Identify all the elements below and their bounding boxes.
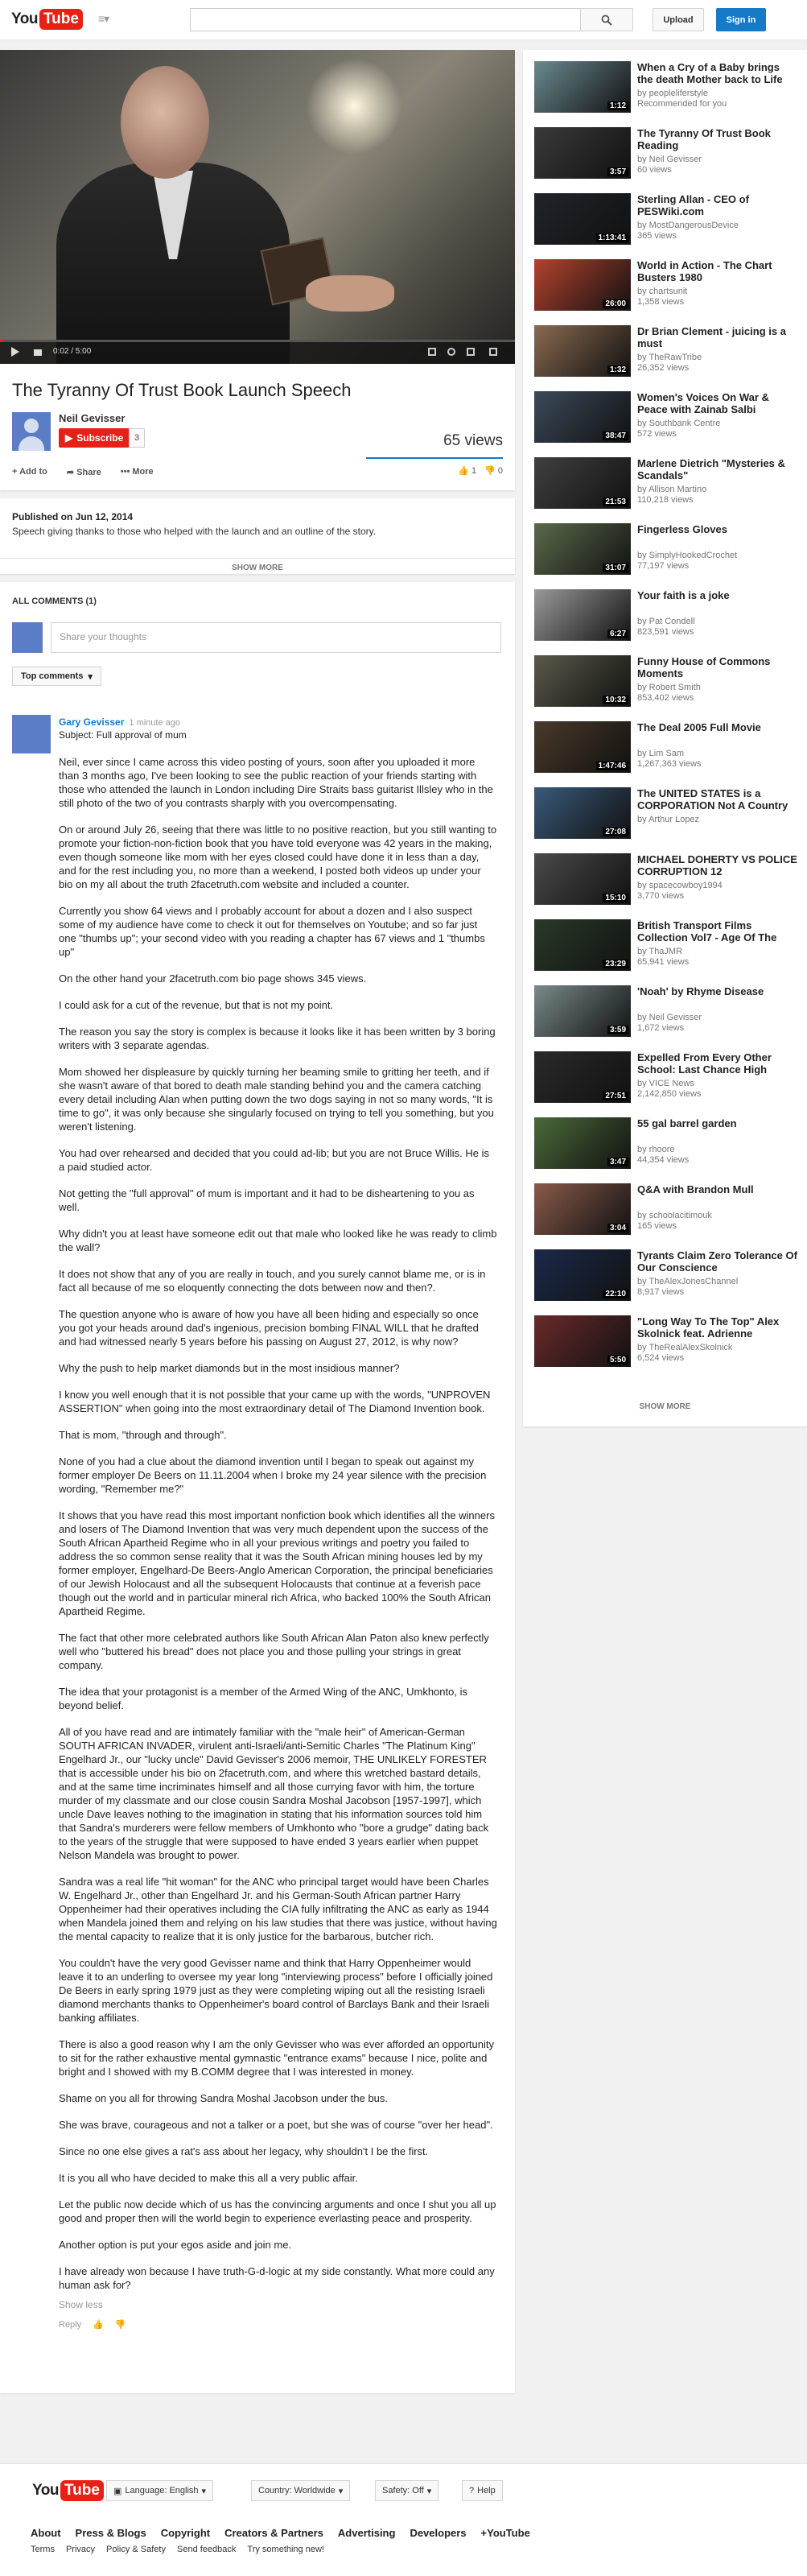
related-video-views: 65,941 views xyxy=(637,957,690,967)
related-video-channel: by rhoore xyxy=(637,1145,675,1154)
related-video-item[interactable] xyxy=(534,391,800,443)
comment-paragraph: I could ask for a cut of the revenue, but that is not my point. xyxy=(59,999,334,1011)
comment-input[interactable]: Share your thoughts xyxy=(51,622,501,653)
chevron-down-icon: ▾ xyxy=(426,2486,432,2496)
comment-author[interactable]: Gary Gevisser xyxy=(59,716,125,728)
related-video-title[interactable]: Fingerless Gloves xyxy=(637,523,727,535)
related-video-channel: by TheRawTribe xyxy=(637,353,702,362)
duration-badge: 26:00 xyxy=(603,299,628,308)
duration-badge: 3:47 xyxy=(607,1158,628,1166)
comment-paragraph: Why the push to help market diamonds but in the most insidious manner? xyxy=(59,1362,400,1374)
related-video-channel: by Pat Condell xyxy=(637,617,695,626)
comment-paragraph: Currently you show 64 views and I probably account for about a dozen and I also suspect some of my audience have come to check it out for themselves on Youtube; and so far just one "thumbs up"; your second video with you reading a chapter has 67 views and 1 "thumbs up" xyxy=(59,905,485,958)
related-video-views: 823,591 views xyxy=(637,627,694,637)
comment-paragraph: Since no one else gives a rat's ass about her legacy, why shouldn't I be the first. xyxy=(59,2145,429,2157)
comment-paragraph: I know you well enough that it is not possible that your came up with the words, "UNPROVEN ASSERTION" when going into the most extraordinary detail of The Diamond Invention book. xyxy=(59,1389,491,1414)
related-video-channel: by SimplyHookedCrochet xyxy=(637,551,738,560)
related-video-item[interactable] xyxy=(534,127,800,179)
chevron-down-icon: ▾ xyxy=(201,2486,207,2496)
duration-badge: 1:47:46 xyxy=(596,762,628,770)
duration-badge: 1:12 xyxy=(607,101,628,110)
guide-menu-icon[interactable]: ≡▾ xyxy=(98,12,109,25)
comment-time: 1 minute ago xyxy=(129,718,181,728)
related-video-item[interactable] xyxy=(534,919,800,971)
comment-paragraph: Mom showed her displeasure by quickly turning her beaming smile to gritting her teeth, and if she wasn't aware of that bored to death male standing behind you and the camera catching every detail including Alan when putting down the two dogs saying in not so many words, "It is time to go", it was only because she singularly focused on trying to tell you something, but you weren't listening. xyxy=(59,1066,494,1133)
related-video-item[interactable] xyxy=(534,787,800,839)
share-button[interactable]: ➦ Share xyxy=(66,468,101,477)
duration-badge: 3:59 xyxy=(607,1026,628,1034)
related-video-views: Recommended for you xyxy=(637,99,727,109)
video-thumbnail[interactable] xyxy=(534,919,631,971)
footer-link[interactable]: Policy & Safety xyxy=(106,2545,166,2554)
related-video-channel: by TheRealAlexSkolnick xyxy=(637,1343,733,1352)
progress-bar[interactable] xyxy=(0,340,515,342)
duration-badge: 21:53 xyxy=(603,497,628,506)
related-video-title[interactable]: Women's Voices On War & Peace with Zainab Salbi xyxy=(637,391,769,415)
comment-paragraph: The question anyone who is aware of how you have all been hiding and especially so once you got your heads around dad's ingenious, precision bombing FINAL WILL that he drafted and had witnessed nearly 5 years before his passing on August 27, 2012, is why now? xyxy=(59,1308,479,1348)
duration-badge: 15:10 xyxy=(603,894,628,902)
video-thumbnail[interactable] xyxy=(534,523,631,575)
settings-icon[interactable] xyxy=(447,348,455,356)
related-video-title[interactable]: World in Action - The Chart Busters 1980 xyxy=(637,259,772,283)
related-video-item[interactable] xyxy=(534,1051,800,1103)
related-video-channel: by Southbank Centre xyxy=(637,419,721,428)
related-video-item[interactable] xyxy=(534,655,800,707)
related-video-title[interactable]: The UNITED STATES is a CORPORATION Not A Country xyxy=(637,787,788,811)
related-video-title[interactable]: Tyrants Claim Zero Tolerance Of Our Conscience xyxy=(637,1249,797,1274)
related-video-title[interactable]: Expelled From Every Other School: Last Chance High xyxy=(637,1051,772,1075)
footer-link[interactable]: Creators & Partners xyxy=(224,2527,323,2539)
view-count: 65 views xyxy=(443,432,503,449)
footer-link[interactable]: Press & Blogs xyxy=(75,2527,146,2539)
related-video-item[interactable] xyxy=(534,457,800,509)
related-video-item[interactable] xyxy=(534,1183,800,1235)
video-thumbnail[interactable] xyxy=(534,721,631,773)
video-thumbnail[interactable] xyxy=(534,325,631,377)
related-video-channel: by VICE News xyxy=(637,1079,694,1088)
video-thumbnail[interactable] xyxy=(534,127,631,179)
country-selector[interactable]: Country: Worldwide ▾ xyxy=(251,2480,350,2501)
related-video-item[interactable] xyxy=(534,1249,800,1301)
add-to-button[interactable]: + Add to xyxy=(12,467,47,477)
like-button[interactable]: 👍 1 xyxy=(458,466,477,476)
thumbs-up-icon[interactable]: 👍 xyxy=(93,2320,104,2330)
comment-paragraph: You couldn't have the very good Gevisser name and think that Harry Oppenheimer would leave it to an underling to oversee my year long "interviewing process" before I officially joined De Beers in early spring 1979 just as they were completing wiping out all the resisting Israeli diamond merchants thanks to Oppenheimer's board control of Barclays Bank and their Israeli banking affiliates. xyxy=(59,1957,493,2024)
comment-paragraph: She was brave, courageous and not a talker or a poet, but she was of course "over her head". xyxy=(59,2119,493,2131)
comment-paragraph: On or around July 26, seeing that there was little to no positive reaction, but you still wanting to promote your fiction-non-fiction book that you have told everyone was 42 years in the making, even though someone like mom with her eyes closed could have done it in less than a day, and for the rest including you, no more than a weekend, I posted both videos up under your bio on my all about the truth 2facetruth.com website and included a counter. xyxy=(59,824,497,890)
language-selector[interactable]: ▣ Language: English ▾ xyxy=(106,2480,213,2501)
search-button[interactable] xyxy=(580,8,633,31)
search-icon xyxy=(601,14,612,26)
related-video-views: 8,917 views xyxy=(637,1287,685,1297)
video-thumbnail[interactable] xyxy=(534,1249,631,1301)
video-thumbnail[interactable] xyxy=(534,655,631,707)
comment-paragraph: It is you all who have decided to make this all a very public affair. xyxy=(59,2172,358,2184)
footer-link[interactable]: Advertising xyxy=(337,2527,396,2539)
description-text: Speech giving thanks to those who helped with the launch and an outline of the story. xyxy=(12,526,377,537)
video-thumbnail[interactable] xyxy=(534,1315,631,1367)
duration-badge: 3:57 xyxy=(607,167,628,176)
youtube-play-icon: ▶ xyxy=(65,432,73,444)
related-video-title[interactable]: MICHAEL DOHERTY VS POLICE CORRUPTION 12 xyxy=(637,853,797,877)
related-video-channel: by schoolacitimouk xyxy=(637,1211,712,1220)
time-display: 0:02 / 5:00 xyxy=(53,347,92,356)
related-video-channel: by spacecowboy1994 xyxy=(637,881,723,890)
plus-icon: + xyxy=(12,467,20,477)
footer-link[interactable]: Developers xyxy=(410,2527,467,2539)
comment-paragraph: Not getting the "full approval" of mum is important and it had to be disheartening to you as well. xyxy=(59,1187,475,1213)
related-video-views: 26,352 views xyxy=(637,363,690,373)
footer xyxy=(0,2463,807,2576)
related-video-views: 77,197 views xyxy=(637,561,690,571)
subscriber-count: 3 xyxy=(129,428,145,448)
sign-in-button[interactable]: Sign in xyxy=(716,8,766,31)
related-video-title[interactable]: The Deal 2005 Full Movie xyxy=(637,721,761,733)
comment-paragraph: The idea that your protagonist is a member of the Armed Wing of the ANC, Umkhonto, is beyond belief. xyxy=(59,1686,467,1711)
video-thumbnail[interactable] xyxy=(534,391,631,443)
channel-avatar[interactable] xyxy=(12,412,51,451)
related-video-views: 6,524 views xyxy=(637,1353,685,1363)
duration-badge: 1:13:41 xyxy=(596,233,628,242)
masthead xyxy=(0,0,807,40)
related-video-views: 1,672 views xyxy=(637,1023,685,1033)
video-thumbnail[interactable] xyxy=(534,1051,631,1103)
video-thumbnail[interactable] xyxy=(534,193,631,245)
comment-paragraph: None of you had a clue about the diamond invention until I began to speak out against my former employer De Beers on 11.11.2004 when I broke my 24 year silence with the precision wording, "Remember me?" xyxy=(59,1455,487,1495)
comments-section xyxy=(0,582,515,2393)
chevron-down-icon: ▾ xyxy=(88,671,93,682)
video-player[interactable] xyxy=(0,50,515,364)
related-video-item[interactable] xyxy=(534,193,800,245)
video-thumbnail[interactable] xyxy=(534,853,631,905)
comment-body xyxy=(59,755,497,2332)
youtube-logo[interactable]: You Tube xyxy=(11,8,83,31)
duration-badge: 1:32 xyxy=(607,365,628,374)
footer-link[interactable]: Try something new! xyxy=(247,2545,324,2554)
related-video-channel: by peopleliferstyle xyxy=(637,89,709,98)
related-video-item[interactable] xyxy=(534,853,800,905)
publish-date: Published on Jun 12, 2014 xyxy=(12,511,134,522)
safety-selector[interactable]: Safety: Off ▾ xyxy=(375,2480,438,2501)
video-thumbnail[interactable] xyxy=(534,457,631,509)
duration-badge: 22:10 xyxy=(603,1290,628,1298)
comment-paragraph: It shows that you have read this most important nonfiction book which identifies all the winners and losers of The Diamond Invention that was very much dependent upon the success of the South African Apartheid Regime who in all your previous writings and poetry you failed to address the so common sense reality that it was the South African mining houses led by my former employer, Engelhard-De Beers-Anglo American Corporation, the principal beneficiaries of our Jewish Holocaust and all the subsequent Holocausts that continue at a feverish pace though out the world and in particular mineral rich Africa, who backed 100% the South African Apartheid Regime. xyxy=(59,1509,495,1617)
fullscreen-icon[interactable] xyxy=(489,348,497,356)
sort-dropdown[interactable]: Top comments ▾ xyxy=(12,667,101,686)
comment-paragraph: I have already won because I have truth-G-d-logic at my side constantly. What more could any human ask for? xyxy=(59,2265,495,2291)
comment-paragraph: Shame on you all for throwing Sandra Moshal Jacobson under the bus. xyxy=(59,2092,389,2104)
thumbs-down-icon: 👎 xyxy=(484,466,496,476)
more-button[interactable]: ••• More xyxy=(120,467,154,477)
related-video-title[interactable]: Sterling Allan - CEO of PESWiki.com xyxy=(637,193,749,217)
related-video-item[interactable] xyxy=(534,589,800,641)
volume-icon[interactable] xyxy=(34,349,42,356)
related-video-channel: by Arthur Lopez xyxy=(637,815,700,824)
related-video-channel: by Neil Gevisser xyxy=(637,1013,702,1022)
related-video-title[interactable]: The Tyranny Of Trust Book Reading xyxy=(637,127,771,151)
video-thumbnail[interactable] xyxy=(534,589,631,641)
related-video-channel: by Allison Martino xyxy=(637,485,707,494)
subscribe-button[interactable]: ▶ Subscribe xyxy=(59,428,130,448)
related-video-views: 572 views xyxy=(637,429,677,439)
comment-paragraph: Why didn't you at least have someone edit out that male who looked like he was ready to climb the wall? xyxy=(59,1228,497,1253)
search-input[interactable] xyxy=(190,8,581,31)
help-icon: ? xyxy=(469,2486,475,2496)
related-video-title[interactable]: Dr Brian Clement - juicing is a must xyxy=(637,325,786,349)
reply-link[interactable]: Reply xyxy=(59,2320,82,2330)
duration-badge: 27:08 xyxy=(603,828,628,836)
related-video-views: 1,267,363 views xyxy=(637,759,702,769)
duration-badge: 10:32 xyxy=(603,696,628,704)
duration-badge: 6:27 xyxy=(607,630,628,638)
related-video-views: 60 views xyxy=(637,165,672,175)
related-videos xyxy=(523,50,807,1426)
comment-paragraph: Neil, ever since I came across this video posting of yours, soon after you uploaded it more than 3 months ago, I've been looking to see the public reaction of your friends starting with those who attended the launch in London including Dire Straits bass guitarist Illsley who in the still photo of the two of you contrasts sharply with you overcompensating. xyxy=(59,756,493,809)
related-video-item[interactable] xyxy=(534,985,800,1037)
thumbs-down-icon[interactable]: 👎 xyxy=(114,2320,126,2330)
comment-paragraph: Sandra was a real life "hit woman" for the ANC who principal target would have been Charles W. Engelhard Jr., other than Engelhard Jr. and his German-South African partner Harry Oppenheimer had their operatives including the CIA fully infiltrating the ANC as early as 1944 when Mandela joined them and relying on his law studies that there was justice, without having the mental capacity to realize that it is only justice for the barbarous, butcher rich. xyxy=(59,1876,497,1942)
avatar xyxy=(12,622,43,653)
commenter-avatar[interactable] xyxy=(12,715,51,753)
more-icon: ••• xyxy=(120,467,133,477)
video-thumbnail[interactable] xyxy=(534,1117,631,1169)
related-video-title[interactable]: Q&A with Brandon Mull xyxy=(637,1183,754,1195)
comment-paragraph: On the other hand your 2facetruth.com bio page shows 345 views. xyxy=(59,972,367,985)
comments-header: ALL COMMENTS (1) xyxy=(12,597,97,606)
related-video-title[interactable]: When a Cry of a Baby brings the death Mother back to Life xyxy=(637,61,783,85)
related-video-views: 44,354 views xyxy=(637,1155,690,1165)
related-video-views: 165 views xyxy=(637,1221,677,1231)
related-video-item[interactable] xyxy=(534,1315,800,1367)
related-video-item[interactable] xyxy=(534,61,800,113)
related-video-title[interactable]: Your faith is a joke xyxy=(637,589,730,601)
related-video-views: 110,218 views xyxy=(637,495,694,505)
comment-subject: Subject: Full approval of mum xyxy=(59,729,187,741)
related-video-item[interactable] xyxy=(534,325,800,377)
related-video-channel: by Lim Sam xyxy=(637,749,685,758)
comment-paragraph: That is mom, "through and through". xyxy=(59,1429,227,1441)
related-video-views: 2,142,850 views xyxy=(637,1089,702,1099)
related-video-views: 365 views xyxy=(637,231,677,241)
related-video-views: 853,402 views xyxy=(637,693,694,703)
comment-paragraph: Let the public now decide which of us has the convincing arguments and once I shut you all up good and proper then will the world begin to experience everlasting peace and prosperity. xyxy=(59,2198,496,2224)
footer-link[interactable]: +YouTube xyxy=(480,2527,530,2539)
related-video-channel: by chartsunit xyxy=(637,287,688,296)
footer-link[interactable]: Copyright xyxy=(160,2527,211,2539)
comment-paragraph: Another option is put your egos aside and join me. xyxy=(59,2239,292,2251)
dislike-button[interactable]: 👎 0 xyxy=(484,466,503,476)
footer-link[interactable]: About xyxy=(31,2527,61,2539)
duration-badge: 3:04 xyxy=(607,1224,628,1232)
video-thumbnail[interactable] xyxy=(534,259,631,311)
comment-paragraph: It does not show that any of you are really in touch, and you surely cannot blame me, or is in fact all because of me so eloquently connecting the dots between now and then?. xyxy=(59,1268,486,1294)
related-video-views: 1,358 views xyxy=(637,297,685,307)
related-video-channel: by Neil Gevisser xyxy=(637,155,702,164)
related-video-item[interactable] xyxy=(534,259,800,311)
theater-icon[interactable] xyxy=(467,348,475,356)
related-video-channel: by ThaJMR xyxy=(637,947,683,956)
related-video-title[interactable]: British Transport Films Collection Vol7 - Age Of The xyxy=(637,919,777,943)
language-icon: ▣ xyxy=(113,2486,122,2496)
related-video-item[interactable] xyxy=(534,523,800,575)
help-button[interactable]: ? Help xyxy=(462,2480,503,2501)
comment-paragraph: The reason you say the story is complex is because it looks like it has been written by 3 boring writers with 3 separate agendas. xyxy=(59,1026,496,1051)
related-video-channel: by MostDangerousDevice xyxy=(637,221,739,230)
upload-button[interactable]: Upload xyxy=(653,8,704,31)
video-thumbnail[interactable] xyxy=(534,61,631,113)
duration-badge: 5:50 xyxy=(607,1356,628,1364)
play-icon[interactable] xyxy=(11,347,19,357)
footer-link[interactable]: Send feedback xyxy=(177,2545,237,2554)
comment-paragraph: All of you have read and are intimately familiar with the "male heir" of American-German SOUTH AFRICAN INVADER, virulent anti-Israeli/anti-Semitic Charles "The Platinum King" Engelhard Jr., our "lucky uncle" David Gevisser's 2006 memoir, THE UNLIKELY FORESTER that is accessible under his bio on 2facetruth.com, and where this wretched bastard details, and at the same time incriminates himself and all those currying favor with him, the torture murder of my classmate and our close cousin Sandra Moshal Jacobson [1957-1997], which uncle Dave leaves nothing to the imagination in stating that his information sources told him that Sandra's murderers were fellow members of Umkhonto who "bore a grudge" dating back to the years of the struggle that were supposed to have ended 3 years earlier when puppet Nelson Mandela was brought to power. xyxy=(59,1726,489,1861)
video-info xyxy=(0,364,515,490)
video-thumbnail[interactable] xyxy=(534,787,631,839)
related-video-title[interactable]: "Long Way To The Top" Alex Skolnick feat. Adrienne xyxy=(637,1315,780,1340)
related-video-title[interactable]: 55 gal barrel garden xyxy=(637,1117,737,1129)
video-thumbnail[interactable] xyxy=(534,1183,631,1235)
video-thumbnail[interactable] xyxy=(534,985,631,1037)
comment-paragraph: You had over rehearsed and decided that you could ad-lib; but you are not Bruce Willis. He is a paid studied actor. xyxy=(59,1147,490,1173)
related-video-channel: by TheAlexJonesChannel xyxy=(637,1277,739,1286)
related-video-title[interactable]: Marlene Dietrich "Mysteries & Scandals" xyxy=(637,457,785,481)
player-controls xyxy=(0,340,515,364)
captions-icon[interactable] xyxy=(428,348,436,356)
duration-badge: 38:47 xyxy=(603,431,628,440)
share-icon: ➦ xyxy=(66,468,77,477)
related-video-title[interactable]: 'Noah' by Rhyme Disease xyxy=(637,985,764,997)
comment-paragraph: The fact that other more celebrated authors like South African Alan Paton also knew perfectly well who "buttered his bread" does not place you and those pulling your strings in great company. xyxy=(59,1632,489,1671)
channel-name[interactable]: Neil Gevisser xyxy=(59,412,126,424)
duration-badge: 31:07 xyxy=(603,564,628,572)
show-less-link[interactable]: Show less xyxy=(59,2299,103,2310)
video-title: The Tyranny Of Trust Book Launch Speech xyxy=(12,380,352,400)
duration-badge: 27:51 xyxy=(603,1092,628,1100)
comment-paragraph: There is also a good reason why I am the only Gevisser who was ever afforded an opportunity to sit for the rather exhaustive mental gymnastic "entrance exams" because I nice, polite and bright and I showed with my B.COMM degree that I was interested in money. xyxy=(59,2038,494,2078)
chevron-down-icon: ▾ xyxy=(338,2486,344,2496)
footer-youtube-logo[interactable]: You Tube xyxy=(32,2479,104,2503)
related-video-item[interactable] xyxy=(534,721,800,773)
footer-link[interactable]: Terms xyxy=(31,2545,55,2554)
footer-link[interactable]: Privacy xyxy=(65,2545,96,2554)
show-more-button[interactable]: SHOW MORE xyxy=(0,558,515,572)
duration-badge: 23:29 xyxy=(603,960,628,968)
like-ratio-bar xyxy=(366,457,503,459)
related-video-title[interactable]: Funny House of Commons Moments xyxy=(637,655,771,679)
related-video-channel: by Robert Smith xyxy=(637,683,701,692)
show-more-related-button[interactable]: SHOW MORE xyxy=(639,1402,691,1411)
related-video-item[interactable] xyxy=(534,1117,800,1169)
thumbs-up-icon: 👍 xyxy=(458,466,469,476)
related-video-views: 3,770 views xyxy=(637,891,685,901)
video-description xyxy=(0,498,515,574)
